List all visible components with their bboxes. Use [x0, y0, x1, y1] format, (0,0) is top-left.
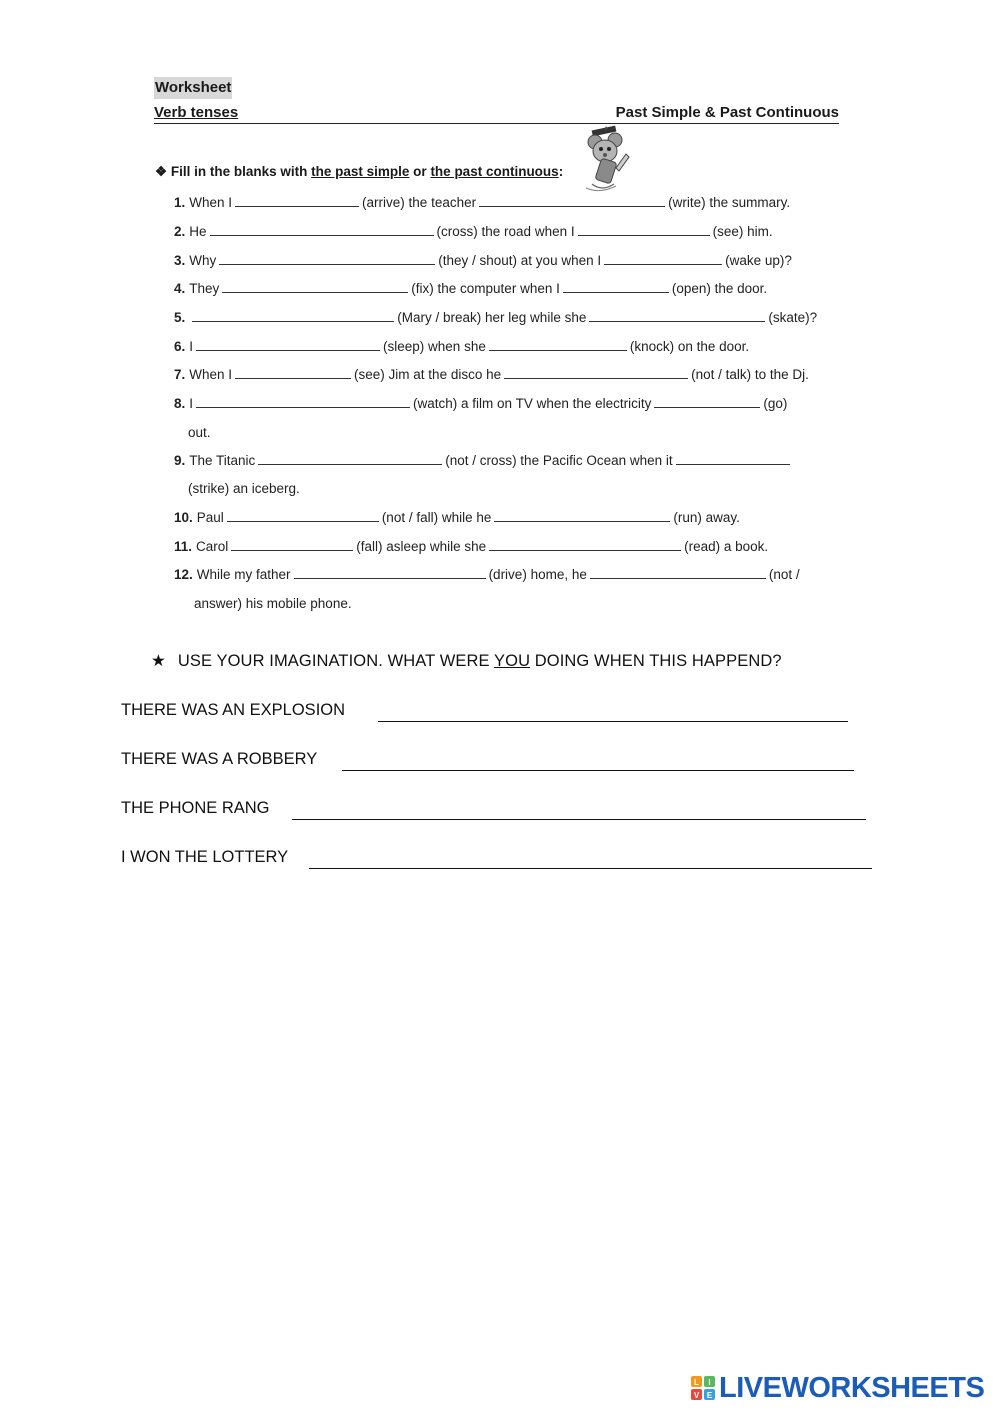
- blank-input[interactable]: [227, 509, 379, 522]
- blank-input[interactable]: [504, 366, 688, 379]
- subtopic-title: Past Simple & Past Continuous: [615, 104, 839, 121]
- blank-input[interactable]: [654, 395, 760, 408]
- blank-input[interactable]: [210, 223, 434, 236]
- exercise-3: 3. Why (they / shout) at you when I (wake up)?: [174, 253, 792, 268]
- exercise-1: 1. When I (arrive) the teacher (write) the summary.: [174, 195, 791, 210]
- instruction-text: ❖ Fill in the blanks with the past simple or the past continuous:: [155, 164, 564, 179]
- exercise-8: 8. I (watch) a film on TV when the electricity (go): [174, 396, 788, 411]
- blank-input[interactable]: [235, 194, 359, 207]
- exercise-10: 10. Paul (not / fall) while he (run) away.: [174, 510, 740, 525]
- prompt-explosion: THERE WAS AN EXPLOSION: [121, 700, 849, 722]
- svg-text:I: I: [708, 1378, 711, 1387]
- blank-input[interactable]: [590, 566, 766, 579]
- header-title-row: [154, 103, 839, 124]
- star-bullet-icon: ★: [151, 652, 166, 670]
- worksheet-label: Worksheet: [154, 77, 232, 99]
- blank-input[interactable]: [489, 338, 627, 351]
- answer-line-input[interactable]: [342, 770, 854, 771]
- liveworksheets-logo: [690, 1372, 984, 1404]
- blank-input[interactable]: [489, 538, 681, 551]
- liveworksheets-logo-icon: [690, 1375, 716, 1401]
- blank-input[interactable]: [676, 452, 790, 465]
- exercise-8-continuation: out.: [188, 425, 211, 440]
- blank-input[interactable]: [494, 509, 670, 522]
- liveworksheets-logo-text: LIVEWORKSHEETS: [719, 1372, 985, 1404]
- exercise-12-continuation: answer) his mobile phone.: [194, 596, 352, 611]
- blank-input[interactable]: [196, 338, 380, 351]
- prompt-lottery: I WON THE LOTTERY: [121, 847, 873, 869]
- blank-input[interactable]: [589, 309, 765, 322]
- exercise-7: 7. When I (see) Jim at the disco he (not / talk) to the Dj.: [174, 367, 809, 382]
- blank-input[interactable]: [563, 280, 669, 293]
- exercise-6: 6. I (sleep) when she (knock) on the door.: [174, 339, 750, 354]
- blank-input[interactable]: [604, 252, 722, 265]
- blank-input[interactable]: [479, 194, 665, 207]
- answer-line-input[interactable]: [378, 721, 848, 722]
- blank-input[interactable]: [231, 538, 353, 551]
- blank-input[interactable]: [258, 452, 442, 465]
- blank-input[interactable]: [192, 309, 394, 322]
- blank-input[interactable]: [294, 566, 486, 579]
- blank-input[interactable]: [578, 223, 710, 236]
- exercise-11: 11. Carol (fall) asleep while she (read) a book.: [174, 539, 769, 554]
- blank-input[interactable]: [219, 252, 435, 265]
- exercise-9-continuation: (strike) an iceberg.: [188, 481, 300, 496]
- exercise-5: 5. (Mary / break) her leg while she (skate)?: [174, 310, 818, 325]
- svg-text:V: V: [693, 1391, 700, 1400]
- answer-line-input[interactable]: [292, 819, 866, 820]
- svg-text:L: L: [694, 1378, 699, 1387]
- exercise-9: 9. The Titanic (not / cross) the Pacific Ocean when it: [174, 452, 844, 470]
- blank-input[interactable]: [196, 395, 410, 408]
- exercise-4: 4. They (fix) the computer when I (open) the door.: [174, 281, 768, 296]
- prompt-robbery: THERE WAS A ROBBERY: [121, 749, 855, 771]
- svg-text:E: E: [706, 1391, 713, 1400]
- answer-line-input[interactable]: [309, 868, 872, 869]
- imagination-heading: ★ USE YOUR IMAGINATION. WHAT WERE YOU DOING WHEN THIS HAPPEND?: [151, 652, 782, 670]
- topic-title: Verb tenses: [154, 104, 239, 121]
- prompt-phone-rang: THE PHONE RANG: [121, 798, 866, 820]
- mouse-pencil-mascot-icon: [578, 124, 634, 194]
- blank-input[interactable]: [235, 366, 351, 379]
- exercise-2: 2. He (cross) the road when I (see) him.: [174, 224, 773, 239]
- exercise-12: 12. While my father (drive) home, he (not /: [174, 567, 800, 582]
- blank-input[interactable]: [222, 280, 408, 293]
- diamond-bullet-icon: ❖: [155, 164, 168, 179]
